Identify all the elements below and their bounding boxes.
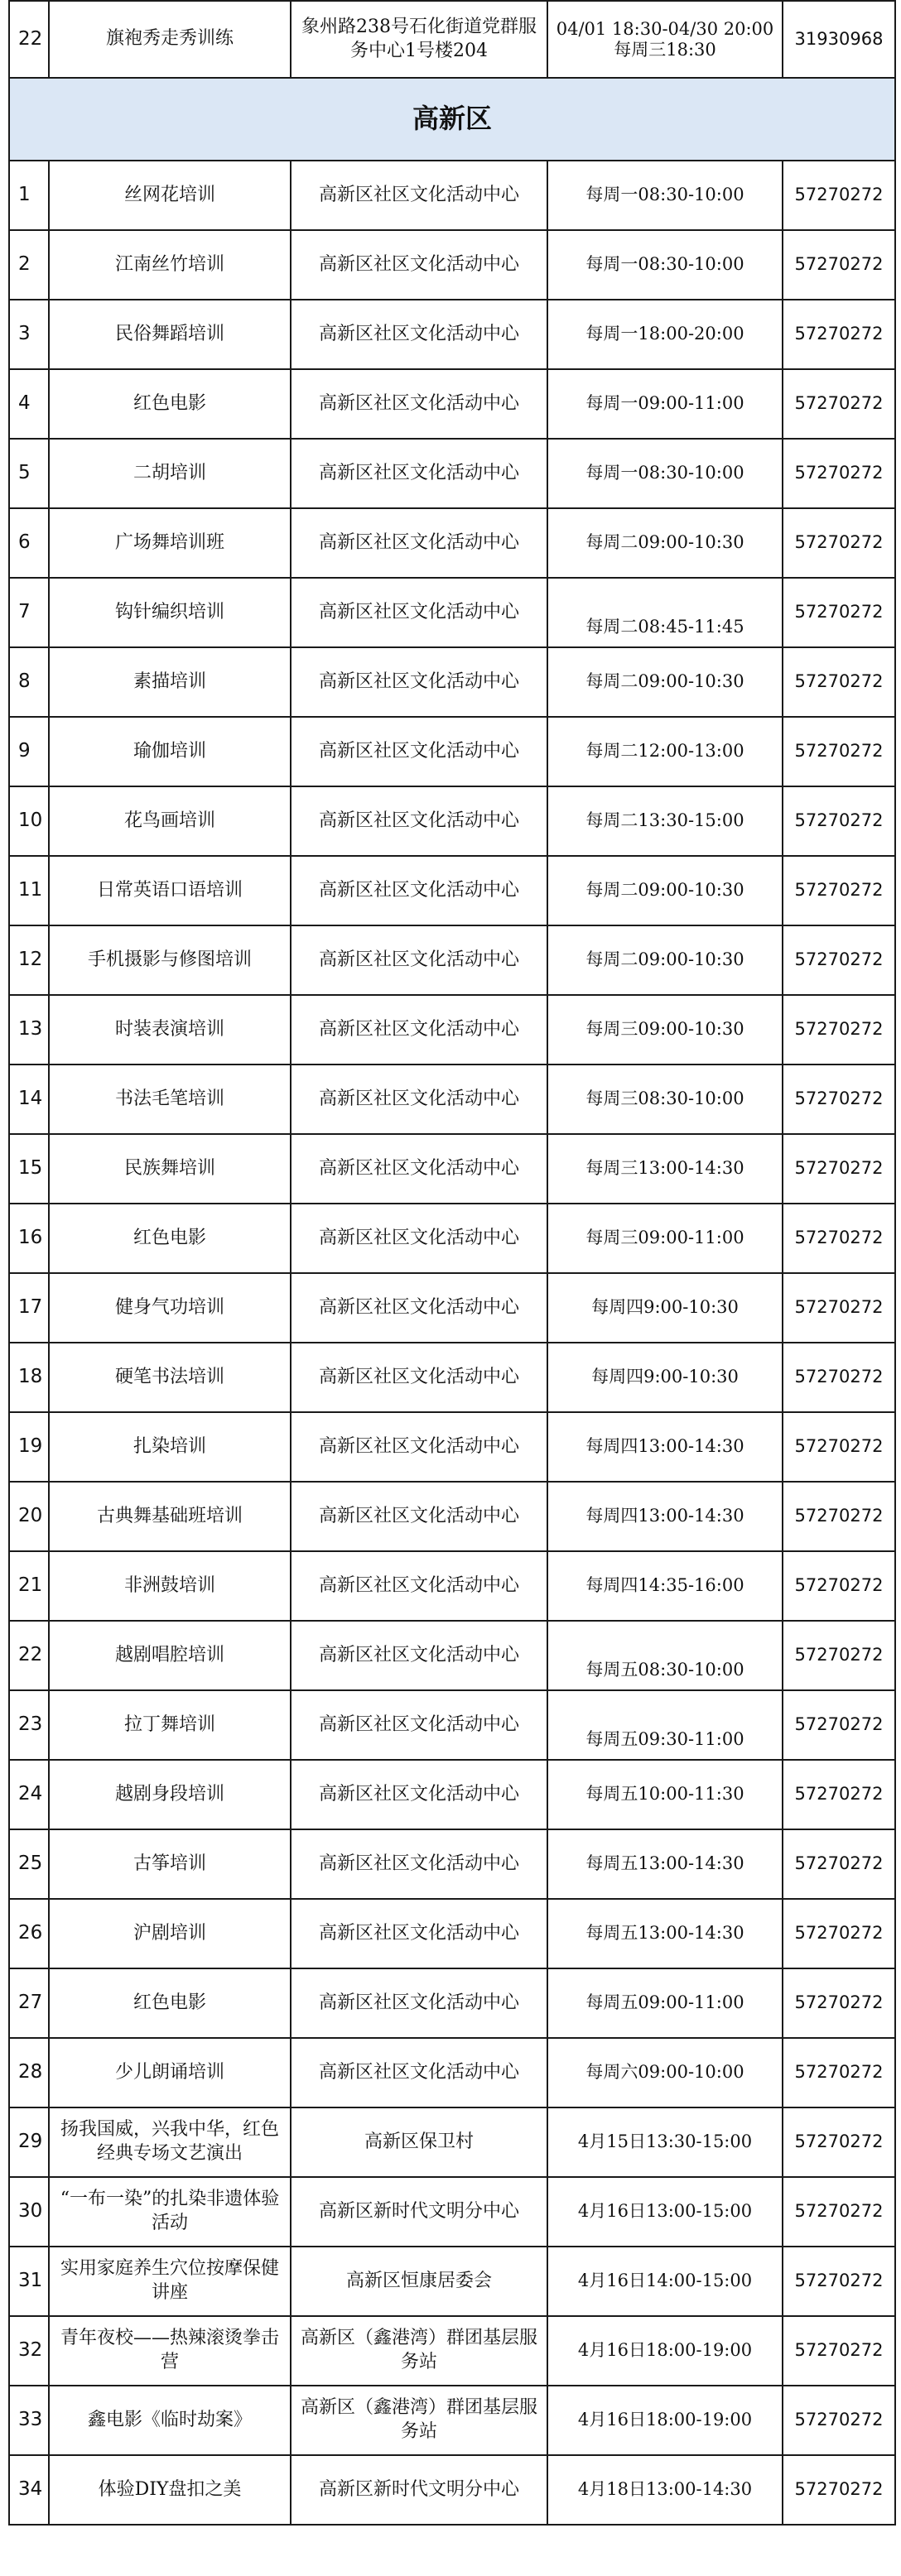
activity-name: 江南丝竹培训 bbox=[49, 230, 291, 300]
activity-name: 古典舞基础班培训 bbox=[49, 1482, 291, 1551]
contact-phone: 57270272 bbox=[783, 925, 895, 995]
activity-name: 非洲鼓培训 bbox=[49, 1551, 291, 1621]
section-header-row bbox=[9, 78, 895, 161]
table-row bbox=[9, 1829, 895, 1899]
table-row bbox=[9, 717, 895, 786]
activity-name: 扎染培训 bbox=[49, 1412, 291, 1482]
row-number: 31 bbox=[9, 2247, 49, 2316]
activity-time: 每周二09:00-10:30 bbox=[547, 508, 783, 578]
table-row bbox=[9, 856, 895, 925]
row-number: 17 bbox=[9, 1273, 49, 1343]
row-number: 15 bbox=[9, 1134, 49, 1204]
venue: 高新区新时代文明分中心 bbox=[291, 2177, 547, 2247]
venue: 高新区社区文化活动中心 bbox=[291, 856, 547, 925]
row-number: 28 bbox=[9, 2038, 49, 2107]
row-number: 10 bbox=[9, 786, 49, 856]
activity-name: 越剧唱腔培训 bbox=[49, 1621, 291, 1690]
table-row bbox=[9, 1, 895, 78]
table-row bbox=[9, 1134, 895, 1204]
row-number: 4 bbox=[9, 369, 49, 439]
row-number: 8 bbox=[9, 647, 49, 717]
venue: 高新区社区文化活动中心 bbox=[291, 1412, 547, 1482]
contact-phone: 57270272 bbox=[783, 2455, 895, 2525]
venue: 高新区社区文化活动中心 bbox=[291, 578, 547, 647]
venue: 高新区社区文化活动中心 bbox=[291, 1065, 547, 1134]
activity-time: 每周一18:00-20:00 bbox=[547, 300, 783, 369]
table-row bbox=[9, 2107, 895, 2177]
table-row bbox=[9, 1482, 895, 1551]
row-number: 22 bbox=[9, 1, 49, 78]
venue: 高新区社区文化活动中心 bbox=[291, 1760, 547, 1829]
venue: 高新区社区文化活动中心 bbox=[291, 1273, 547, 1343]
activity-time: 4月16日18:00-19:00 bbox=[547, 2316, 783, 2386]
row-number: 20 bbox=[9, 1482, 49, 1551]
table-row bbox=[9, 439, 895, 508]
row-number: 32 bbox=[9, 2316, 49, 2386]
activity-name: 鑫电影《临时劫案》 bbox=[49, 2386, 291, 2455]
activity-time: 4月16日18:00-19:00 bbox=[547, 2386, 783, 2455]
activity-time: 每周五09:30-11:00 bbox=[547, 1690, 783, 1760]
table-row bbox=[9, 1690, 895, 1760]
table-row bbox=[9, 230, 895, 300]
activity-name: 广场舞培训班 bbox=[49, 508, 291, 578]
activity-name: 古筝培训 bbox=[49, 1829, 291, 1899]
activity-time: 每周二12:00-13:00 bbox=[547, 717, 783, 786]
table-row bbox=[9, 2038, 895, 2107]
row-number: 33 bbox=[9, 2386, 49, 2455]
table-row bbox=[9, 1968, 895, 2038]
activity-name: 日常英语口语培训 bbox=[49, 856, 291, 925]
venue: 高新区社区文化活动中心 bbox=[291, 1968, 547, 2038]
contact-phone: 57270272 bbox=[783, 1412, 895, 1482]
row-number: 14 bbox=[9, 1065, 49, 1134]
contact-phone: 57270272 bbox=[783, 161, 895, 230]
venue: 高新区社区文化活动中心 bbox=[291, 1690, 547, 1760]
contact-phone: 31930968 bbox=[783, 1, 895, 78]
activity-name: 红色电影 bbox=[49, 369, 291, 439]
row-number: 16 bbox=[9, 1204, 49, 1273]
table-row bbox=[9, 2386, 895, 2455]
row-number: 29 bbox=[9, 2107, 49, 2177]
activity-name: 时装表演培训 bbox=[49, 995, 291, 1065]
activity-name: 实用家庭养生穴位按摩保健讲座 bbox=[49, 2247, 291, 2316]
activity-time: 每周六09:00-10:00 bbox=[547, 2038, 783, 2107]
row-number: 27 bbox=[9, 1968, 49, 2038]
row-number: 26 bbox=[9, 1899, 49, 1968]
venue: 高新区社区文化活动中心 bbox=[291, 2038, 547, 2107]
contact-phone: 57270272 bbox=[783, 300, 895, 369]
venue: 高新区社区文化活动中心 bbox=[291, 161, 547, 230]
activity-time: 4月16日14:00-15:00 bbox=[547, 2247, 783, 2316]
table-row bbox=[9, 1551, 895, 1621]
activity-name: 二胡培训 bbox=[49, 439, 291, 508]
activity-name: 旗袍秀走秀训练 bbox=[49, 1, 291, 78]
venue: 高新区社区文化活动中心 bbox=[291, 1621, 547, 1690]
contact-phone: 57270272 bbox=[783, 1065, 895, 1134]
table-row bbox=[9, 786, 895, 856]
contact-phone: 57270272 bbox=[783, 2177, 895, 2247]
activity-name: 越剧身段培训 bbox=[49, 1760, 291, 1829]
activity-name: 素描培训 bbox=[49, 647, 291, 717]
contact-phone: 57270272 bbox=[783, 2386, 895, 2455]
table-row bbox=[9, 1899, 895, 1968]
contact-phone: 57270272 bbox=[783, 2107, 895, 2177]
activity-time: 每周一08:30-10:00 bbox=[547, 230, 783, 300]
activity-time: 每周三08:30-10:00 bbox=[547, 1065, 783, 1134]
table-row bbox=[9, 2177, 895, 2247]
venue: 高新区社区文化活动中心 bbox=[291, 1343, 547, 1412]
venue: 高新区社区文化活动中心 bbox=[291, 1829, 547, 1899]
activity-time: 每周四13:00-14:30 bbox=[547, 1412, 783, 1482]
venue: 高新区社区文化活动中心 bbox=[291, 995, 547, 1065]
venue: 高新区社区文化活动中心 bbox=[291, 925, 547, 995]
contact-phone: 57270272 bbox=[783, 1690, 895, 1760]
venue: 高新区社区文化活动中心 bbox=[291, 1482, 547, 1551]
activity-time: 每周二13:30-15:00 bbox=[547, 786, 783, 856]
activity-table bbox=[8, 0, 896, 2526]
row-number: 5 bbox=[9, 439, 49, 508]
table-row bbox=[9, 1273, 895, 1343]
contact-phone: 57270272 bbox=[783, 995, 895, 1065]
activity-name: 瑜伽培训 bbox=[49, 717, 291, 786]
table-row bbox=[9, 508, 895, 578]
activity-time: 每周四9:00-10:30 bbox=[547, 1273, 783, 1343]
row-number: 18 bbox=[9, 1343, 49, 1412]
venue: 高新区社区文化活动中心 bbox=[291, 508, 547, 578]
contact-phone: 57270272 bbox=[783, 1343, 895, 1412]
activity-time: 每周五13:00-14:30 bbox=[547, 1829, 783, 1899]
activity-name: 红色电影 bbox=[49, 1204, 291, 1273]
contact-phone: 57270272 bbox=[783, 786, 895, 856]
activity-time-text: 04/01 18:30-04/30 20:00 每周三18:30 bbox=[556, 19, 774, 60]
row-number: 23 bbox=[9, 1690, 49, 1760]
row-number: 11 bbox=[9, 856, 49, 925]
activity-name: 民俗舞蹈培训 bbox=[49, 300, 291, 369]
venue: 高新区（鑫港湾）群团基层服务站 bbox=[291, 2316, 547, 2386]
contact-phone: 57270272 bbox=[783, 1204, 895, 1273]
row-number: 7 bbox=[9, 578, 49, 647]
activity-name: 书法毛笔培训 bbox=[49, 1065, 291, 1134]
venue: 高新区社区文化活动中心 bbox=[291, 1551, 547, 1621]
table-row bbox=[9, 1760, 895, 1829]
activity-name: 拉丁舞培训 bbox=[49, 1690, 291, 1760]
contact-phone: 57270272 bbox=[783, 439, 895, 508]
activity-time: 每周一08:30-10:00 bbox=[547, 439, 783, 508]
contact-phone: 57270272 bbox=[783, 1273, 895, 1343]
activity-time bbox=[547, 1, 783, 78]
contact-phone: 57270272 bbox=[783, 1134, 895, 1204]
venue: 高新区新时代文明分中心 bbox=[291, 2455, 547, 2525]
activity-name: 花鸟画培训 bbox=[49, 786, 291, 856]
row-number: 21 bbox=[9, 1551, 49, 1621]
row-number: 19 bbox=[9, 1412, 49, 1482]
activity-time: 每周五10:00-11:30 bbox=[547, 1760, 783, 1829]
contact-phone: 57270272 bbox=[783, 578, 895, 647]
venue: 高新区社区文化活动中心 bbox=[291, 230, 547, 300]
contact-phone: 57270272 bbox=[783, 369, 895, 439]
row-number: 3 bbox=[9, 300, 49, 369]
activity-time: 每周一08:30-10:00 bbox=[547, 161, 783, 230]
row-number: 6 bbox=[9, 508, 49, 578]
contact-phone: 57270272 bbox=[783, 717, 895, 786]
activity-time: 每周四13:00-14:30 bbox=[547, 1482, 783, 1551]
contact-phone: 57270272 bbox=[783, 1968, 895, 2038]
venue: 高新区社区文化活动中心 bbox=[291, 1204, 547, 1273]
row-number: 34 bbox=[9, 2455, 49, 2525]
table-row bbox=[9, 1065, 895, 1134]
activity-time: 每周三09:00-10:30 bbox=[547, 995, 783, 1065]
table-row bbox=[9, 1204, 895, 1273]
activity-name: 丝网花培训 bbox=[49, 161, 291, 230]
activity-time: 4月15日13:30-15:00 bbox=[547, 2107, 783, 2177]
table-row bbox=[9, 1621, 895, 1690]
contact-phone: 57270272 bbox=[783, 2316, 895, 2386]
row-number: 2 bbox=[9, 230, 49, 300]
activity-name: 扬我国威，兴我中华，红色经典专场文艺演出 bbox=[49, 2107, 291, 2177]
activity-time: 每周四9:00-10:30 bbox=[547, 1343, 783, 1412]
row-number: 25 bbox=[9, 1829, 49, 1899]
activity-name: 钩针编织培训 bbox=[49, 578, 291, 647]
venue: 象州路238号石化街道党群服务中心1号楼204 bbox=[291, 1, 547, 78]
contact-phone: 57270272 bbox=[783, 508, 895, 578]
table-row bbox=[9, 2455, 895, 2525]
table-row bbox=[9, 995, 895, 1065]
activity-time: 每周四14:35-16:00 bbox=[547, 1551, 783, 1621]
venue: 高新区保卫村 bbox=[291, 2107, 547, 2177]
activity-name: 民族舞培训 bbox=[49, 1134, 291, 1204]
venue: 高新区社区文化活动中心 bbox=[291, 369, 547, 439]
contact-phone: 57270272 bbox=[783, 647, 895, 717]
venue: 高新区恒康居委会 bbox=[291, 2247, 547, 2316]
activity-name: “一布一染”的扎染非遗体验活动 bbox=[49, 2177, 291, 2247]
activity-name: 手机摄影与修图培训 bbox=[49, 925, 291, 995]
contact-phone: 57270272 bbox=[783, 2038, 895, 2107]
activity-time: 每周五09:00-11:00 bbox=[547, 1968, 783, 2038]
venue: 高新区社区文化活动中心 bbox=[291, 1899, 547, 1968]
contact-phone: 57270272 bbox=[783, 1551, 895, 1621]
activity-time: 每周二08:45-11:45 bbox=[547, 578, 783, 647]
activity-time: 4月18日13:00-14:30 bbox=[547, 2455, 783, 2525]
venue: 高新区社区文化活动中心 bbox=[291, 300, 547, 369]
activity-name: 沪剧培训 bbox=[49, 1899, 291, 1968]
venue: 高新区社区文化活动中心 bbox=[291, 439, 547, 508]
activity-name: 少儿朗诵培训 bbox=[49, 2038, 291, 2107]
activity-time: 每周五13:00-14:30 bbox=[547, 1899, 783, 1968]
activity-time: 每周二09:00-10:30 bbox=[547, 925, 783, 995]
contact-phone: 57270272 bbox=[783, 1760, 895, 1829]
activity-name: 健身气功培训 bbox=[49, 1273, 291, 1343]
row-number: 1 bbox=[9, 161, 49, 230]
activity-name: 青年夜校——热辣滚烫拳击营 bbox=[49, 2316, 291, 2386]
activity-time: 每周二09:00-10:30 bbox=[547, 856, 783, 925]
contact-phone: 57270272 bbox=[783, 2247, 895, 2316]
activity-name: 硬笔书法培训 bbox=[49, 1343, 291, 1412]
activity-time: 每周三09:00-11:00 bbox=[547, 1204, 783, 1273]
table-row bbox=[9, 161, 895, 230]
table-row bbox=[9, 2247, 895, 2316]
venue: 高新区社区文化活动中心 bbox=[291, 786, 547, 856]
table-row bbox=[9, 1343, 895, 1412]
contact-phone: 57270272 bbox=[783, 230, 895, 300]
activity-name: 体验DIY盘扣之美 bbox=[49, 2455, 291, 2525]
section-title: 高新区 bbox=[9, 78, 895, 161]
venue: 高新区社区文化活动中心 bbox=[291, 647, 547, 717]
row-number: 12 bbox=[9, 925, 49, 995]
table-row bbox=[9, 369, 895, 439]
contact-phone: 57270272 bbox=[783, 1482, 895, 1551]
row-number: 30 bbox=[9, 2177, 49, 2247]
contact-phone: 57270272 bbox=[783, 1899, 895, 1968]
table-row bbox=[9, 2316, 895, 2386]
activity-time: 每周一09:00-11:00 bbox=[547, 369, 783, 439]
row-number: 13 bbox=[9, 995, 49, 1065]
activity-time: 每周三13:00-14:30 bbox=[547, 1134, 783, 1204]
row-number: 24 bbox=[9, 1760, 49, 1829]
activity-name: 红色电影 bbox=[49, 1968, 291, 2038]
contact-phone: 57270272 bbox=[783, 1621, 895, 1690]
table-row bbox=[9, 925, 895, 995]
row-number: 9 bbox=[9, 717, 49, 786]
venue: 高新区社区文化活动中心 bbox=[291, 1134, 547, 1204]
activity-time: 每周二09:00-10:30 bbox=[547, 647, 783, 717]
table-row bbox=[9, 647, 895, 717]
contact-phone: 57270272 bbox=[783, 856, 895, 925]
activity-time: 每周五08:30-10:00 bbox=[547, 1621, 783, 1690]
contact-phone: 57270272 bbox=[783, 1829, 895, 1899]
activity-time: 4月16日13:00-15:00 bbox=[547, 2177, 783, 2247]
row-number: 22 bbox=[9, 1621, 49, 1690]
table-row bbox=[9, 300, 895, 369]
table-row bbox=[9, 578, 895, 647]
venue: 高新区（鑫港湾）群团基层服务站 bbox=[291, 2386, 547, 2455]
venue: 高新区社区文化活动中心 bbox=[291, 717, 547, 786]
table-row bbox=[9, 1412, 895, 1482]
